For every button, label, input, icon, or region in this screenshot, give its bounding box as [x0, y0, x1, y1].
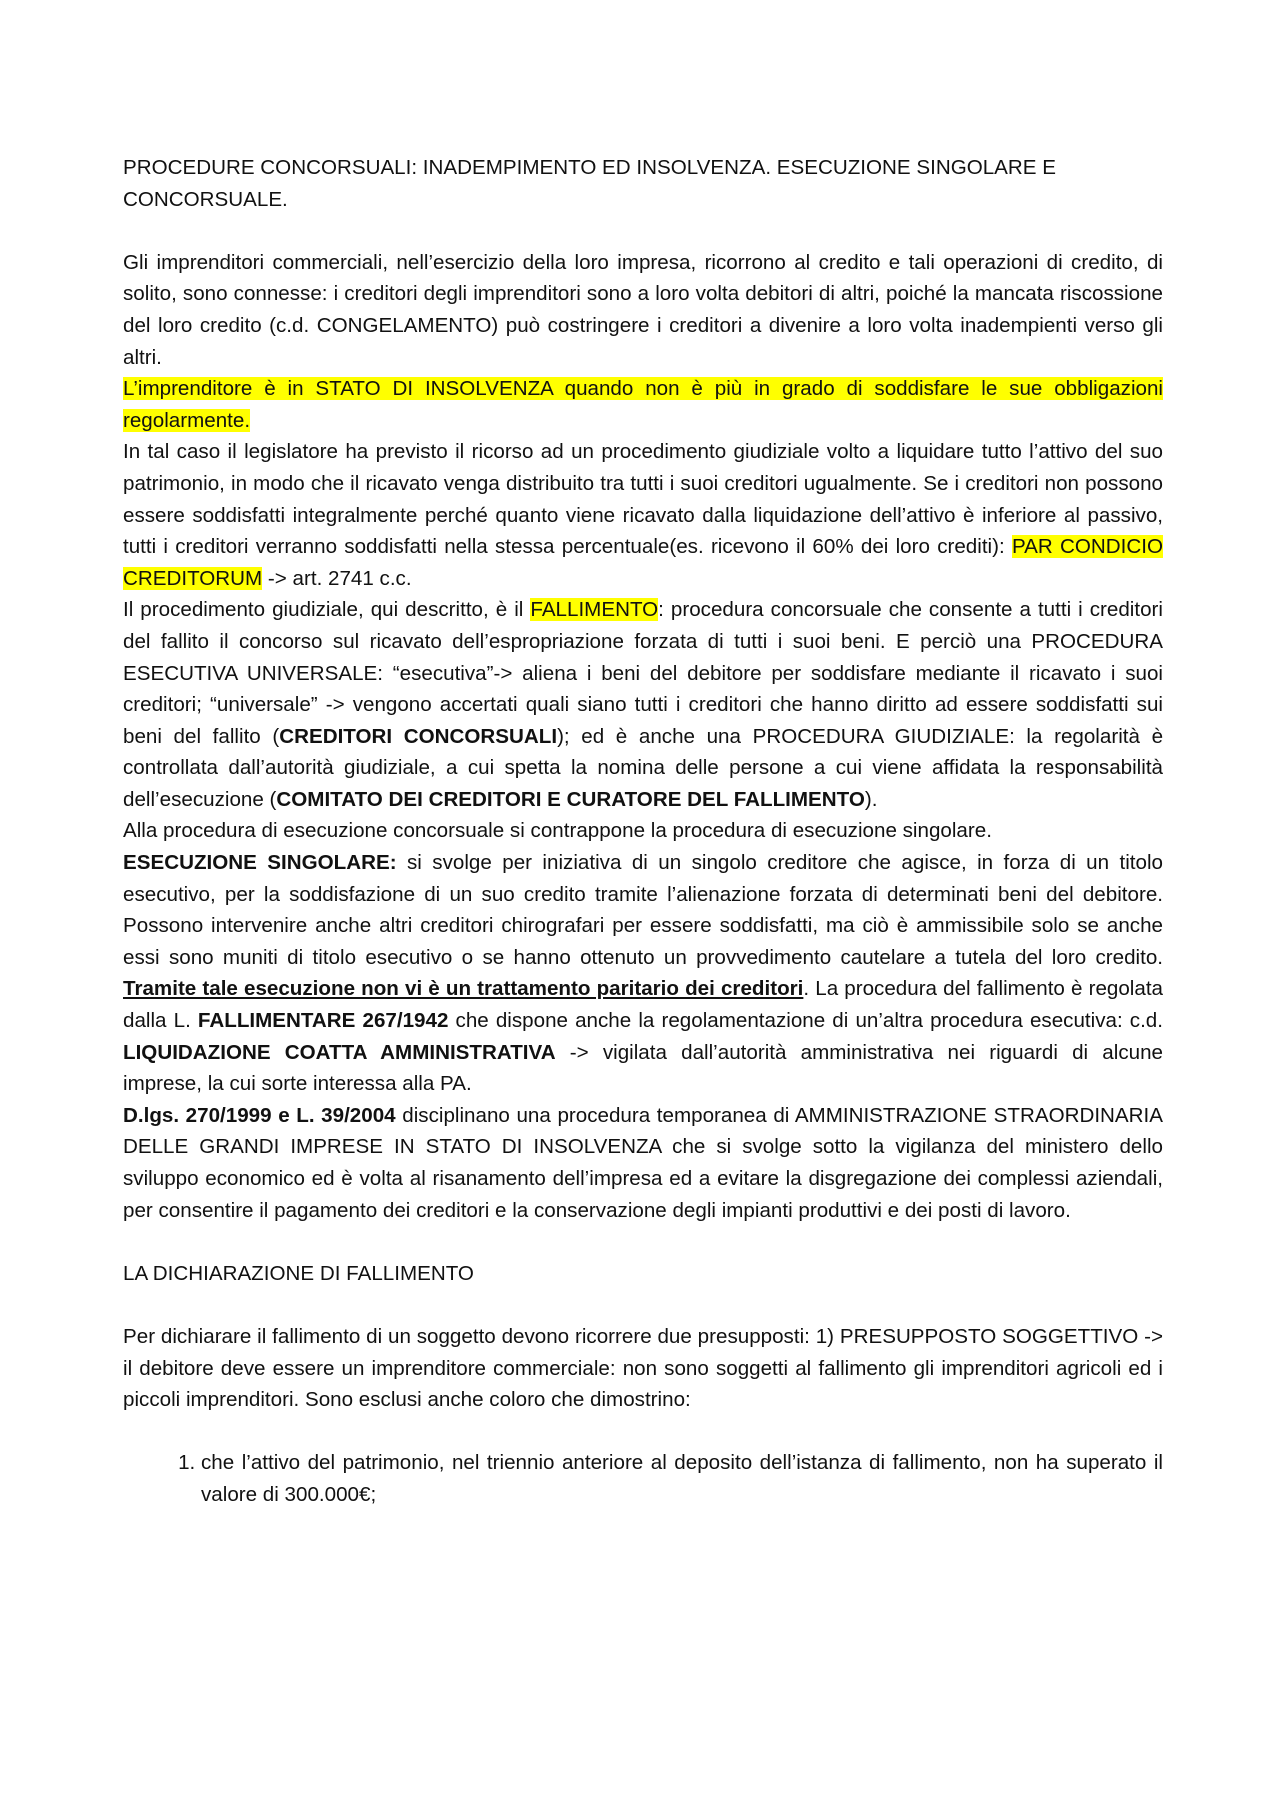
spacer [123, 1289, 1163, 1321]
spacer [123, 215, 1163, 247]
bold-comitato: COMITATO DEI CREDITORI E CURATORE DEL FALLIMENTO [276, 787, 865, 811]
bold-liquidazione: LIQUIDAZIONE COATTA AMMINISTRATIVA [123, 1040, 556, 1064]
paragraph-procedure: In tal caso il legislatore ha previsto il ricorso ad un procedimento giudiziale volto a liquidare tutto l’attivo del suo patrimonio, in modo che il ricavato venga distribuito tra tutti i suoi creditori ugualmente. Se i creditori non possono essere soddisfatti integralmente perché quanto viene ricavato dalla liquidazione dell’attivo è inferiore al passivo, tutti i creditori verranno soddisfatti nella stessa percentuale(es. ricevono il 60% dei loro crediti): PAR CONDICIO CREDITORUM -> art. 2741 c.c. [123, 440, 1163, 590]
highlight-par-condicio: PAR CONDICIO CREDITORUM [123, 535, 1163, 590]
document-title: PROCEDURE CONCORSUALI: INADEMPIMENTO ED INSOLVENZA. ESECUZIONE SINGOLARE E CONCORSUALE. [123, 156, 1056, 211]
paragraph-insolvency [123, 373, 1163, 436]
bold-legge-fallimentare: FALLIMENTARE 267/1942 [197, 1009, 449, 1033]
document-body [123, 152, 1163, 1511]
section-heading: LA DICHIARAZIONE DI FALLIMENTO [123, 1261, 474, 1285]
paragraph-amministrazione: D.lgs. 270/1999 e L. 39/2004 disciplinano una procedura temporanea di AMMINISTRAZIONE STRAORDINARIA DELLE GRANDI IMPRESE IN STATO DI INSOLVENZA che si svolge sotto la vigilanza del ministero dello sviluppo economico ed è volta al risanamento dell’impresa ed a evitare la disgregazione dei complessi aziendali, per consentire il pagamento dei creditori e la conservazione degli impianti produttivi e dei posti di lavoro. [123, 1103, 1163, 1222]
bold-creditori-concorsuali: CREDITORI CONCORSUALI [279, 724, 558, 748]
bold-dlgs: D.lgs. 270/1999 e L. 39/2004 [123, 1103, 396, 1127]
paragraph-contrast: Alla procedura di esecuzione concorsuale si contrappone la procedura di esecuzione singolare. [123, 819, 992, 843]
spacer [123, 1416, 1163, 1448]
highlight-insolvency: L’imprenditore è in STATO DI INSOLVENZA quando non è più in grado di soddisfare le sue obbligazioni regolarmente. [123, 377, 1163, 432]
paragraph-credit: Gli imprenditori commerciali, nell’esercizio della loro impresa, ricorrono al credito e tali operazioni di credito, di solito, sono connesse: i creditori degli imprenditori sono a loro volta debitori di altri, poiché la mancata riscossione del loro credito (c.d. CONGELAMENTO) può costringere i creditori a divenire a loro volta inadempienti verso gli altri. [123, 250, 1163, 369]
spacer [123, 1226, 1163, 1258]
highlight-fallimento: FALLIMENTO [530, 598, 659, 622]
requirements-list [123, 1447, 1163, 1510]
paragraph-presupposti: Per dichiarare il fallimento di un soggetto devono ricorrere due presupposti: 1) PRESUPPOSTO SOGGETTIVO -> il debitore deve essere un imprenditore commerciale: non sono soggetti al fallimento gli imprenditori agricoli ed i piccoli imprenditori. Sono esclusi anche coloro che dimostrino: [123, 1324, 1163, 1412]
paragraph-esecuzione-singolare: ESECUZIONE SINGOLARE: si svolge per iniziativa di un singolo creditore che agisce, in forza di un titolo esecutivo, per la soddisfazione di un suo credito tramite l’alienazione forzata di determinati beni del debitore. Possono intervenire anche altri creditori chirografari per essere soddisfatti, ma ciò è ammissibile solo se anche essi sono muniti di titolo esecutivo o se hanno ottenuto un provvedimento cautelare a tutela del loro credito. Tramite tale esecuzione non vi è un trattamento paritario dei creditori. La procedura del fallimento è regolata dalla L. FALLIMENTARE 267/1942 che dispone anche la regolamentazione di un’altra procedura esecutiva: c.d. LIQUIDAZIONE COATTA AMMINISTRATIVA -> vigilata dall’autorità amministrativa nei riguardi di alcune imprese, la cui sorte interessa alla PA. [123, 851, 1164, 1096]
bold-esecuzione-singolare: ESECUZIONE SINGOLARE: [123, 851, 397, 875]
list-item: 1. che l’attivo del patrimonio, nel triennio anteriore al deposito dell’istanza di fallimento, non ha superato il valore di 300.000€; [201, 1447, 1163, 1510]
underlined-trattamento: Tramite tale esecuzione non vi è un trattamento paritario dei creditori [123, 977, 804, 1001]
paragraph-fallimento: Il procedimento giudiziale, qui descritto, è il FALLIMENTO: procedura concorsuale che consente a tutti i creditori del fallito il concorso sul ricavato dell’espropriazione forzata di tutti i suoi beni. E perciò una PROCEDURA ESECUTIVA UNIVERSALE: “esecutiva”-> aliena i beni del debitore per soddisfare mediante il ricavato i suoi creditori; “universale” -> vengono accertati quali siano tutti i creditori che hanno diritto ad essere soddisfatti sui beni del fallito (CREDITORI CONCORSUALI); ed è anche una PROCEDURA GIUDIZIALE: la regolarità è controllata dall’autorità giudiziale, a cui spetta la nomina delle persone a cui viene affidata la responsabilità dell’esecuzione (COMITATO DEI CREDITORI E CURATORE DEL FALLIMENTO). [123, 598, 1164, 811]
